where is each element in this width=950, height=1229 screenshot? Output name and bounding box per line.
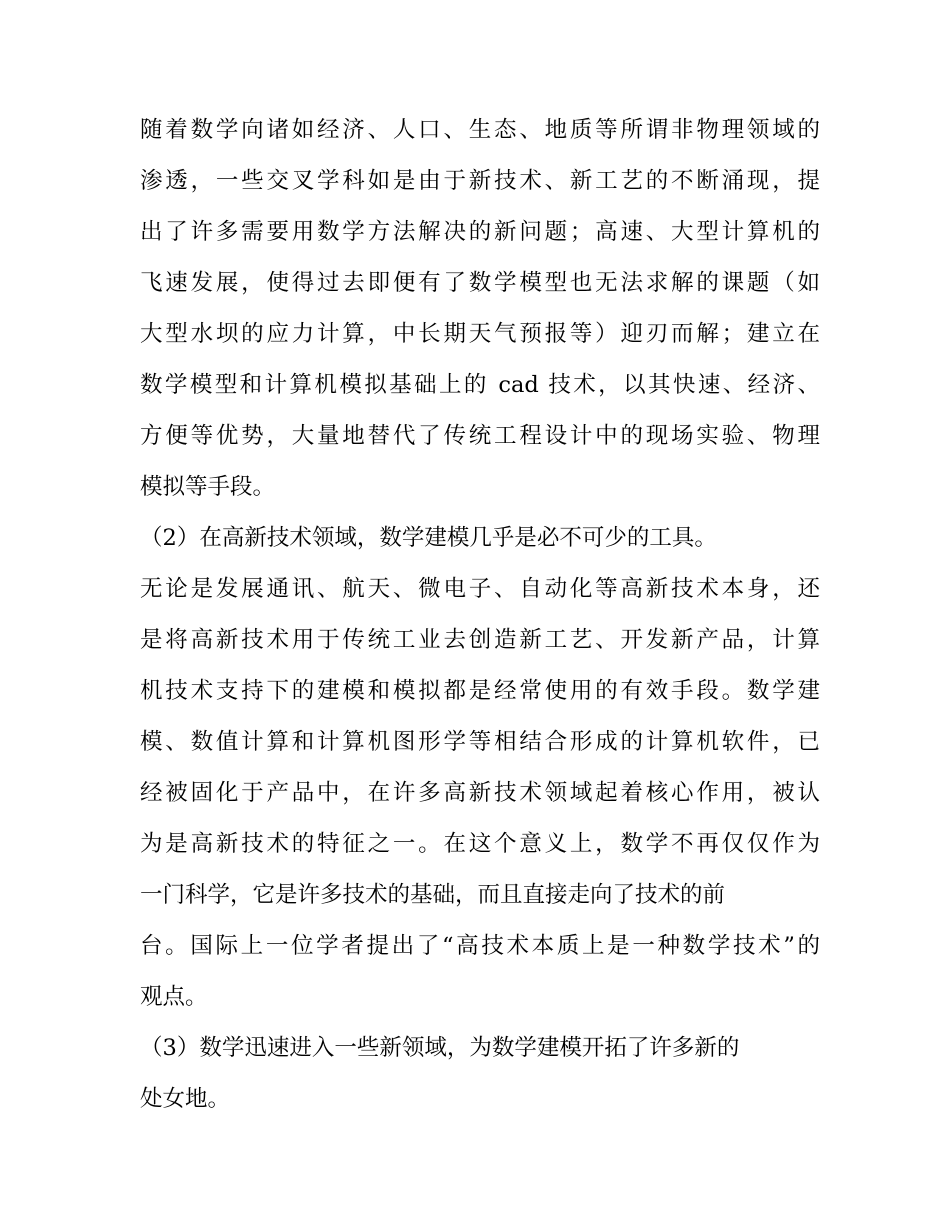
text-line: 方便等优势，大量地替代了传统工程设计中的现场实验、物理: [140, 423, 820, 449]
text-line: 观点。: [140, 984, 208, 1010]
text-line: 经被固化于产品中，在许多高新技术领域起着核心作用，被认: [140, 780, 820, 806]
text-line: 处女地。: [140, 1086, 231, 1112]
text-line: 飞速发展，使得过去即便有了数学模型也无法求解的课题（如: [140, 270, 820, 296]
text-line: 一门科学，它是许多技术的基础，而且直接走向了技术的前: [140, 882, 726, 908]
text-line: 是将高新技术用于传统工业去创造新工艺、开发新产品，计算: [140, 627, 820, 653]
list-item-heading: （3）数学迅速进入一些新领域，为数学建模开拓了许多新的: [140, 1035, 740, 1061]
text-line: 无论是发展通讯、航天、微电子、自动化等高新技术本身，还: [140, 576, 820, 602]
text-line: 模拟等手段。: [140, 474, 276, 500]
text-line: 随着数学向诸如经济、人口、生态、地质等所谓非物理领域的: [140, 117, 820, 143]
text-line: 为是高新技术的特征之一。在这个意义上，数学不再仅仅作为: [140, 831, 820, 857]
text-line: 机技术支持下的建模和模拟都是经常使用的有效手段。数学建: [140, 678, 820, 704]
text-line: 台。国际上一位学者提出了“高技术本质上是一种数学技术”的: [140, 933, 820, 959]
text-line: 渗透，一些交叉学科如是由于新技术、新工艺的不断涌现，提: [140, 168, 820, 194]
body-text: [140, 105, 820, 1125]
text-line: 大型水坝的应力计算，中长期天气预报等）迎刃而解；建立在: [140, 321, 820, 347]
text-line: 出了许多需要用数学方法解决的新问题；高速、大型计算机的: [140, 219, 820, 245]
text-line: 数学模型和计算机模拟基础上的 cad 技术，以其快速、经济、: [140, 372, 820, 398]
list-item-heading: （2）在高新技术领域，数学建模几乎是必不可少的工具。: [140, 525, 717, 551]
text-line: 模、数值计算和计算机图形学等相结合形成的计算机软件，已: [140, 729, 820, 755]
